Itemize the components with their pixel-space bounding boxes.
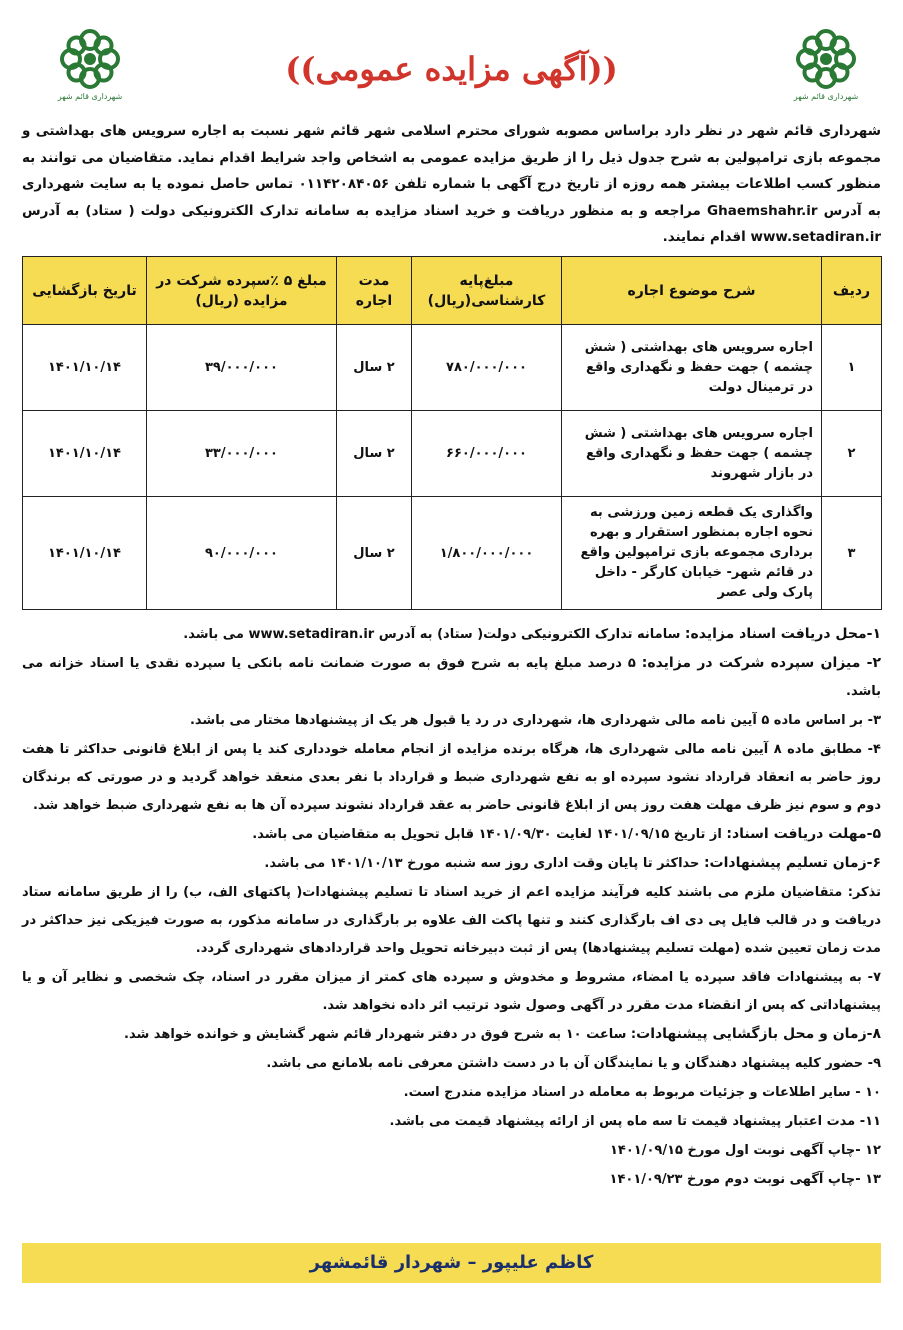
column-header: مبلغ ۵ ٪سپرده شرکت در مزایده (ریال)	[147, 257, 337, 325]
mayor-signature-banner: کاظم علیپور – شهردار قائمشهر	[22, 1243, 881, 1283]
list-item: ۱۱- مدت اعتبار پیشنهاد قیمت تا سه ماه پس از ارائه پیشنهاد قیمت می باشد.	[389, 1114, 881, 1129]
row-number: ۳	[822, 497, 882, 610]
column-header: مبلغ‌پایه کارشناسی(ریال)	[412, 257, 562, 325]
list-item: ۱۰ - سایر اطلاعات و جزئیات مربوط به معامله در اسناد مزایده مندرج است.	[403, 1085, 881, 1100]
list-item: ۶-زمان تسلیم پیشنهادات: حداکثر تا پایان وقت اداری روز سه شنبه مورخ ۱۴۰۱/۱۰/۱۳ می باشد.	[264, 855, 881, 871]
table-row	[23, 497, 882, 610]
list-item: تذکر: متقاضیان ملزم می باشند کلیه فرآیند مزایده اعم از خرید اسناد تا تسلیم پیشنهادات( پاکتهای الف، ب) را از طریق سامانه ستاد دریافت و در قالب فایل پی دی اف بارگذاری کنند و تنها پاکت الف علاوه بر بارگذاری در سامانه مذکور، به صورت فیزیکی نیز حداکثر در مدت زمان تعیین شده (مهلت تسلیم پیشنهادها) پس از ثبت دبیرخانه تحویل واحد قراردادهای شهرداری گردد.	[22, 885, 881, 956]
list-item: ۱-محل دریافت اسناد مزایده: سامانه تدارک الکترونیکی دولت( ستاد) به آدرس www.setadiran.ir می باشد.	[183, 626, 881, 642]
lease-duration: ۲ سال	[337, 325, 412, 411]
list-item: ۲- میزان سپرده شرکت در مزایده: ۵ درصد مبلغ پایه به شرح فوق به صورت ضمانت نامه بانکی یا سپرده نقدی یا اسناد خزانه می باشد.	[22, 655, 881, 699]
deposit-amount: ۹۰/۰۰۰/۰۰۰	[147, 497, 337, 610]
conditions-list	[22, 620, 881, 1194]
list-item: ۸-زمان و محل بازگشایی پیشنهادات: ساعت ۱۰ به شرح فوق در دفتر شهردار قائم شهر گشایش و خوانده خواهد شد.	[124, 1026, 881, 1042]
lease-description: اجاره سرویس های بهداشتی ( شش چشمه ) جهت حفظ و نگهداری واقع در ترمینال دولت	[562, 325, 822, 411]
logo-caption: شهرداری قائم شهر	[793, 92, 859, 101]
opening-date: ۱۴۰۱/۱۰/۱۴	[23, 325, 147, 411]
list-item: ۴- مطابق ماده ۸ آیین نامه مالی شهرداری ها، هرگاه برنده مزایده از انجام معامله خودداری کند یا پس از ابلاغ قانونی حداکثر تا هفت روز حاضر به انعقاد قرارداد نشود سپرده او به نفع شهرداری ضبط و قرارداد با نفر بعدی منعقد خواهد گردید و در صورتی که برندگان دوم و سوم نیز ظرف مهلت هفت روز پس از ابلاغ قانونی حاضر به عقد قرارداد نشوند سپرده آن ها به نفع شهرداری ضبط خواهد شد.	[22, 742, 881, 813]
base-price: ۶۶۰/۰۰۰/۰۰۰	[412, 411, 562, 497]
column-header: شرح موضوع اجاره	[562, 257, 822, 325]
deposit-amount: ۳۳/۰۰۰/۰۰۰	[147, 411, 337, 497]
lease-duration: ۲ سال	[337, 411, 412, 497]
table-row	[23, 325, 882, 411]
column-header: مدت اجاره	[337, 257, 412, 325]
intro-paragraph: شهرداری قائم شهر در نظر دارد براساس مصوبه شورای محترم اسلامی شهر قائم شهر نسبت به اجاره سرویس های بهداشتی و مجموعه بازی ترامپولین به شرح جدول ذیل را از طریق مزایده عمومی به اشخاص واجد شرایط اقدام نماید. متقاضیان می توانند به منظور کسب اطلاعات بیشتر همه روزه از تاریخ درج آگهی با شماره تلفن ۰۱۱۴۲۰۸۴۰۵۶ تماس حاصل نموده یا به سایت شهرداری به آدرس Ghaemshahr.ir مراجعه و به منظور دریافت و خرید اسناد مزایده به سامانه تدارک الکترونیکی دولت ( ستاد) به آدرس www.setadiran.ir اقدام نمایند.	[22, 123, 881, 245]
base-price: ۱/۸۰۰/۰۰۰/۰۰۰	[412, 497, 562, 610]
deposit-amount: ۳۹/۰۰۰/۰۰۰	[147, 325, 337, 411]
column-header: تاریخ بازگشایی	[23, 257, 147, 325]
lease-description: اجاره سرویس های بهداشتی ( شش چشمه ) جهت حفظ و نگهداری واقع در بازار شهروند	[562, 411, 822, 497]
notice-title: ((آگهی مزایده عمومی))	[285, 50, 618, 88]
column-header: ردیف	[822, 257, 882, 325]
row-number: ۲	[822, 411, 882, 497]
list-item: ۷- به پیشنهادات فاقد سپرده یا امضاء، مشروط و مخدوش و سپرده های کمتر از میزان مقرر در اسناد، چک شخصی و نظایر آن و یا پیشنهاداتی که پس از انقضاء مدت مقرر در آگهی وصول شود ترتیب اثر داده نخواهد شد.	[22, 970, 881, 1013]
row-number: ۱	[822, 325, 882, 411]
lease-duration: ۲ سال	[337, 497, 412, 610]
list-item: ۱۳ -چاپ آگهی نوبت دوم مورخ ۱۴۰۱/۰۹/۲۳	[609, 1172, 881, 1187]
list-item: ۹- حضور کلیه پیشنهاد دهندگان و یا نمایندگان آن با در دست داشتن معرفی نامه بلامانع می باشد.	[266, 1056, 881, 1071]
opening-date: ۱۴۰۱/۱۰/۱۴	[23, 411, 147, 497]
opening-date: ۱۴۰۱/۱۰/۱۴	[23, 497, 147, 610]
logo-caption: شهرداری قائم شهر	[57, 92, 123, 101]
lease-items-table	[22, 256, 882, 610]
lease-description: واگذاری یک قطعه زمین ورزشی به نحوه اجاره بمنظور استقرار و بهره برداری مجموعه بازی ترامپولین واقع در قائم شهر- خیابان کارگر - داخل پارک ولی عصر	[562, 497, 822, 610]
list-item: ۳- بر اساس ماده ۵ آیین نامه مالی شهرداری ها، شهرداری در رد یا قبول هر یک از پیشنهادها مختار می باشد.	[189, 713, 881, 728]
table-row	[23, 411, 882, 497]
list-item: ۵-مهلت دریافت اسناد: از تاریخ ۱۴۰۱/۰۹/۱۵ لغایت ۱۴۰۱/۰۹/۳۰ قابل تحویل به متقاضیان می باشد.	[252, 826, 881, 842]
base-price: ۷۸۰/۰۰۰/۰۰۰	[412, 325, 562, 411]
list-item: ۱۲ -چاپ آگهی نوبت اول مورخ ۱۴۰۱/۰۹/۱۵	[609, 1143, 881, 1158]
table-header-row	[23, 257, 882, 325]
